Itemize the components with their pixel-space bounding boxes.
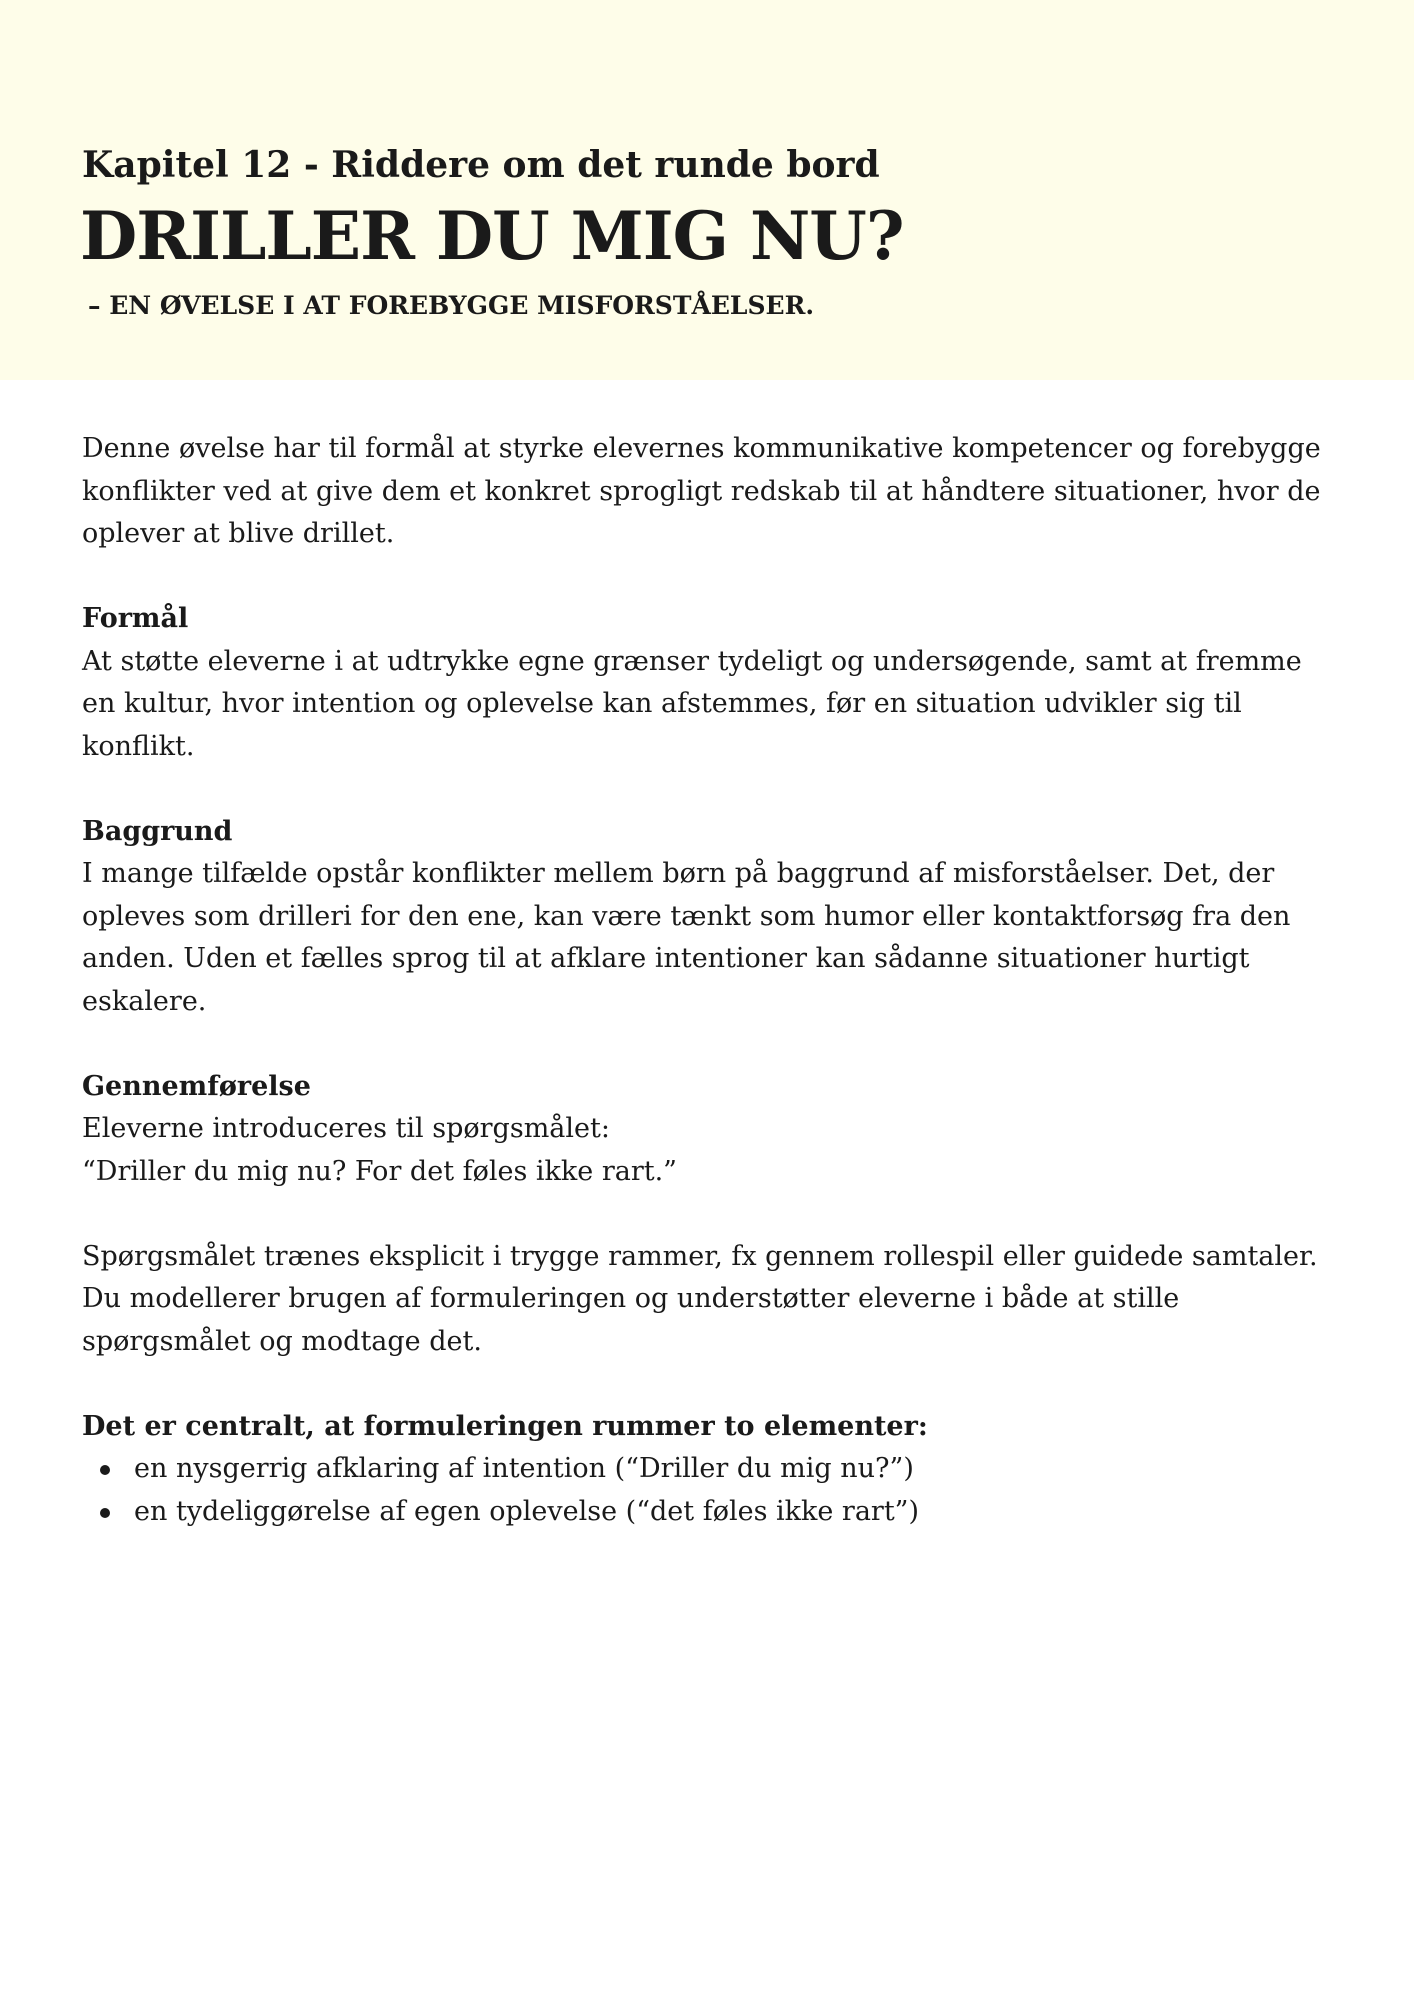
spacer (82, 1363, 1342, 1406)
section-baggrund (82, 811, 1342, 1024)
page-subtitle: – EN ØVELSE I AT FOREBYGGE MISFORSTÅELSER. (88, 291, 815, 320)
spacer (82, 1023, 1342, 1066)
section-heading-formaal: Formål (82, 603, 189, 634)
section-text-gennemfoerelse-intro: Eleverne introduceres til spørgsmålet: (82, 1113, 610, 1144)
section-text-gennemfoerelse-paragraph: Spørgsmålet trænes eksplicit i trygge rammer, fx gennem rollespil eller guidede samtaler. Du modellerer brugen af formuleringen og understøtter eleverne i både at stille spørgsmålet og modtage det. (82, 1240, 1318, 1357)
bullet-icon (100, 1465, 110, 1475)
list-item (82, 1448, 1342, 1491)
page-title: DRILLER DU MIG NU? (80, 197, 904, 275)
list-item (82, 1491, 1342, 1534)
document-body (82, 428, 1342, 1533)
section-heading-elementer: Det er centralt, at formuleringen rummer to elementer: (82, 1410, 928, 1442)
list-item-text: en tydeliggørelse af egen oplevelse (“det føles ikke rart”) (134, 1495, 920, 1527)
section-heading-gennemfoerelse: Gennemførelse (82, 1070, 311, 1102)
bullet-icon (100, 1508, 110, 1518)
spacer (82, 1193, 1342, 1236)
section-text-baggrund: I mange tilfælde opstår konflikter mellem børn på baggrund af misforståelser. Det, der opleves som drilleri for den ene, kan være tænkt som humor eller kontaktforsøg fra den anden. Uden et fælles sprog til at afklare intentioner kan sådanne situationer hurtigt eskalere. (82, 858, 1291, 1017)
section-text-formaal: At støtte eleverne i at udtrykke egne grænser tydeligt og undersøgende, samt at fremme en kultur, hvor intention og oplevelse kan afstemmes, før en situation udvikler sig til konflikt. (82, 645, 1302, 762)
section-heading-baggrund: Baggrund (82, 815, 233, 847)
section-elementer (82, 1406, 1342, 1534)
header-band (0, 0, 1414, 380)
intro-paragraph: Denne øvelse har til formål at styrke elevernes kommunikative kompetencer og forebygge konflikter ved at give dem et konkret sprogligt redskab til at håndtere situationer, hvor de oplever at blive drillet. (82, 433, 1321, 549)
spacer (82, 768, 1342, 811)
quote-text: “Driller du mig nu? For det føles ikke rart.” (82, 1155, 677, 1187)
list-item-text: en nysgerrig afklaring af intention (“Driller du mig nu?”) (134, 1453, 914, 1484)
section-gennemfoerelse (82, 1066, 1342, 1364)
bullet-list (82, 1448, 1342, 1533)
chapter-label: Kapitel 12 - Riddere om det runde bord (82, 144, 880, 186)
spacer (82, 556, 1342, 599)
section-formaal (82, 598, 1342, 768)
